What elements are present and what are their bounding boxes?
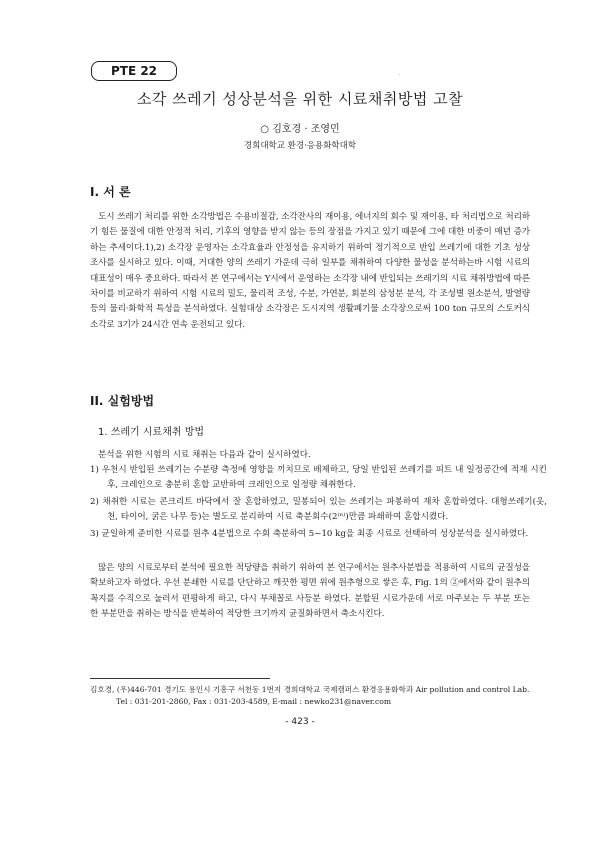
method-step-1: 1) 우천시 반입된 쓰레기는 수분량 측정에 영향을 끼치므로 배제하고, 당일 반입된 쓰레기를 피트 내 일정공간에 적재 시킨 후, 크레인으로 충분히 혼합 교반하여 크레인으로 일정량 채취한다. (90, 465, 547, 491)
subsection-heading-sampling: 1. 쓰레기 시료채취 방법 (98, 427, 205, 438)
methods-intro: 분석을 위한 시험의 시료 채취는 다음과 같이 실시하였다. (98, 450, 311, 460)
session-code-badge: PTE 22 (91, 61, 177, 81)
affiliation: 경희대학교 환경·응용화학대학 (243, 141, 357, 151)
footnote-address: 김호경, (우)446-701 경기도 용인시 기흥구 서천동 1번지 경희대학교 국제캠퍼스 환경응용화학과 Air pollution and control Lab. (90, 685, 530, 694)
footnote-contact: Tel : 031-201-2860, Fax : 031-203-4589, E-mail : newko231@naver.com (116, 697, 392, 706)
authors: ○ 김호경 · 조영민 (260, 124, 340, 135)
footnote-divider (90, 678, 270, 679)
scan-speck: ` (398, 74, 401, 81)
paper-title: 소각 쓰레기 성상분석을 위한 시료채취방법 고찰 (136, 90, 464, 108)
method-step-2: 2) 채취한 시료는 콘크리트 바닥에서 잘 혼합하였고, 밀봉되어 있는 쓰레기는 파봉하여 재차 혼합하였다. 대형쓰레기(옷, 천, 타이어, 굵은 나무 등)는 별도로 분리하여 시료 축분회수(2⁽ⁿ⁾)만큼 파쇄하여 혼합시켰다. (90, 497, 547, 523)
method-step-3: 3) 균일하게 준비한 시료를 원추 4분법으로 수회 축분하여 5~10 kg을 최종 시료로 선택하여 성상분석을 실시하였다. (90, 529, 529, 539)
page-number: - 423 - (285, 717, 315, 727)
section-heading-methods: II. 실험방법 (90, 394, 155, 408)
section-heading-intro: I. 서 론 (90, 185, 131, 199)
methods-paragraph: 많은 양의 시료로부터 분석에 필요한 적당량을 취하기 위하여 본 연구에서는 원추사분법을 적용하여 시료의 균질성을 확보하고자 하였다. 우선 분쇄한 시료를 단단하고 깨끗한 평면 위에 원추형으로 쌓은 후, Fig. 1의 ②에서와 같이 원추의 꼭지를 수직으로 눌러서 편평하게 하고, 다시 부채꼴로 사등분 하였다. 분할된 시료가운데 서로 마주보는 두 부분 또는 한 부분만을 취하는 방식을 반복하여 적당한 크기까지 균질화하면서 축소시킨다. (90, 563, 530, 620)
footnote (90, 684, 530, 708)
intro-paragraph: 도시 쓰레기 처리를 위한 소각방법은 수용비절감, 소각잔사의 재이용, 에너지의 회수 및 재이용, 타 처리법으로 처리하기 힘든 물질에 대한 안정적 처리, 기후의 영향을 받지 않는 등의 장점을 가지고 있기 때문에 그에 대한 비중이 매년 증가하는 추세이다.1),2) 소각장 운영자는 소각효율과 안정성을 유지하기 위하여 정기적으로 반입 쓰레기에 대한 기초 성상 조사를 실시하고 있다. 이때, 거대한 양의 쓰레기 가운데 극히 일부를 채취하여 다양한 물성을 분석하는바 시험 시료의 대표성이 매우 중요하다. 따라서 본 연구에서는 Y시에서 운영하는 소각장 내에 반입되는 쓰레기의 시료 채취방법에 따른 차이를 비교하기 위하여 시험 시료의 밀도, 물리적 조성, 수분, 가연분, 회분의 삼성분 분석, 각 조성별 원소분석, 발열량 등의 물리·화학적 특성을 분석하였다. 실험대상 소각장은 도시지역 생활폐기물 소각장으로써 100 ton 규모의 스토커식 소각로 3기가 24시간 연속 운전되고 있다. (90, 212, 530, 330)
